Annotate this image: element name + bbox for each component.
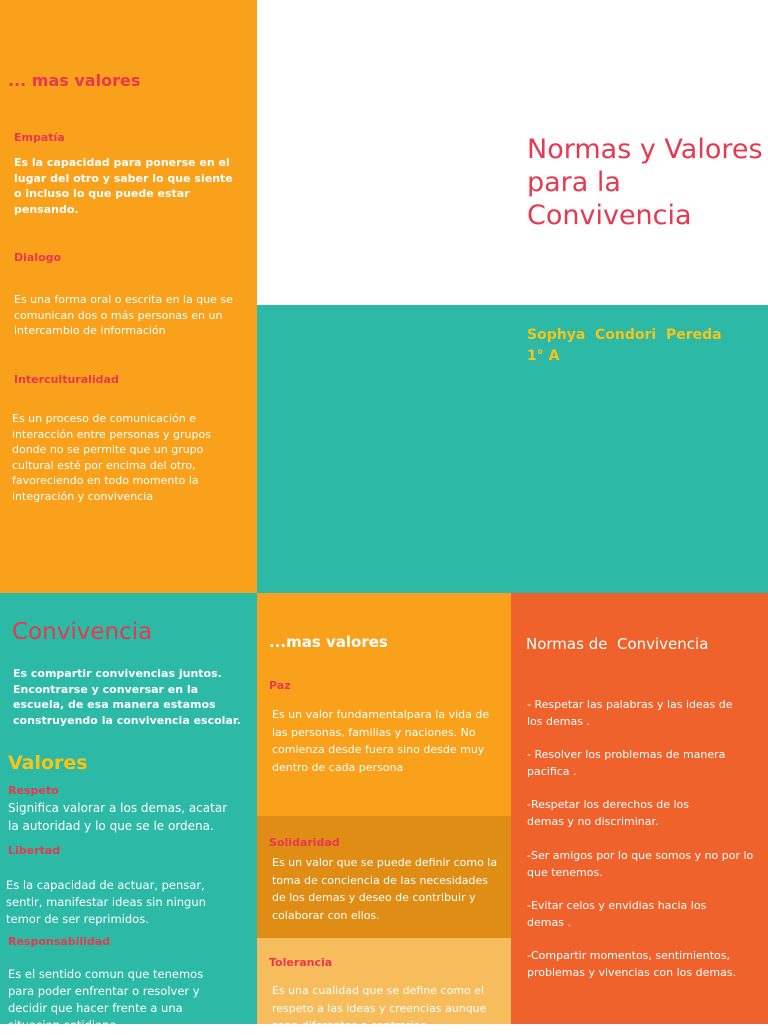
norma-item: - Respetar las palabras y las ideas de los demas . (527, 698, 733, 728)
norma-item: -Compartir momentos, sentimientos, problemas y vivencias con los demas. (527, 949, 737, 979)
value-label-libertad: Libertad (8, 844, 61, 857)
value-label-responsabilidad: Responsabilidad (8, 935, 111, 948)
value-text-respeto: Significa valorar a los demas, acatar la autoridad y lo que se le ordena. (8, 801, 228, 833)
convivencia-text: Es compartir convivencias juntos. Encontrarse y conversar en la escuela, de esa manera estamos construyendo la convivencia escolar. (13, 667, 241, 727)
value-text-responsabilidad: Es el sentido comun que tenemos para poder enfrentar o resolver y decidir que hacer frente a una situacion cotidiana (8, 967, 204, 1032)
value-text-libertad: Es la capacidad de actuar, pensar, sentir, manifestar ideas sin ningun temor de ser reprimidos. (6, 878, 206, 926)
author-grade: 1° A (527, 348, 560, 364)
valores-heading: Valores (8, 752, 88, 774)
norma-item: - Resolver los problemas de manera pacifica . (527, 748, 726, 778)
value-text-dialogo: Es una forma oral o escrita en la que se comunican dos o más personas en un intercambio de información (14, 293, 233, 337)
value-text-solidaridad: Es un valor que se puede definir como la toma de conciencia de las necesidades de los demas y deseo de contribuir y colaborar con ellos. (272, 856, 498, 922)
value-text-paz: Es un valor fundamentalpara la vida de las personas, familias y naciones. No comienza desde fuera sino desde muy dentro de cada persona (272, 708, 490, 774)
value-text-empatia: Es la capacidad para ponerse en el lugar del otro y saber lo que siente o incluso lo que puede estar pensando. (14, 156, 233, 216)
convivencia-heading: Convivencia (12, 619, 153, 645)
panel-mas-valores-top (0, 0, 257, 593)
value-text-interculturalidad: Es un proceso de comunicación e interacción entre personas y grupos donde no se permite que un grupo cultural esté por encima del otro, favoreciendo en todo momento la integración y convivencia (12, 412, 211, 503)
panel-heading: ... mas valores (8, 71, 141, 90)
convivencia-panel (0, 593, 257, 1032)
value-label-solidaridad: Solidaridad (269, 836, 340, 849)
value-label-paz: Paz (269, 679, 291, 692)
mas-valores-heading: ...mas valores (269, 633, 388, 651)
value-text-tolerancia: Es una cualidad que se define como el respeto a las ideas y creencias aunque sean diferentes o contrarias (272, 984, 487, 1032)
page-title: Normas y Valores para la Convivencia (527, 134, 763, 231)
value-label-empatia: Empatía (14, 131, 65, 144)
author-panel (257, 305, 768, 593)
normas-panel (511, 593, 768, 1024)
value-label-interculturalidad: Interculturalidad (14, 373, 119, 386)
norma-item: -Ser amigos por lo que somos y no por lo que tenemos. (527, 849, 754, 879)
solidaridad-panel (257, 816, 511, 938)
norma-item: -Evitar celos y envidias hacia los demas . (527, 899, 707, 929)
value-label-respeto: Respeto (8, 784, 59, 797)
norma-item: -Respetar los derechos de los demas y no discriminar. (527, 798, 689, 828)
value-label-dialogo: Dialogo (14, 251, 62, 264)
mas-valores-panel (257, 593, 511, 816)
author-name: Sophya Condori Pereda (527, 327, 722, 343)
tolerancia-panel (257, 938, 511, 1032)
value-label-tolerancia: Tolerancia (269, 956, 333, 969)
normas-heading: Normas de Convivencia (526, 635, 709, 653)
title-panel (257, 0, 768, 305)
